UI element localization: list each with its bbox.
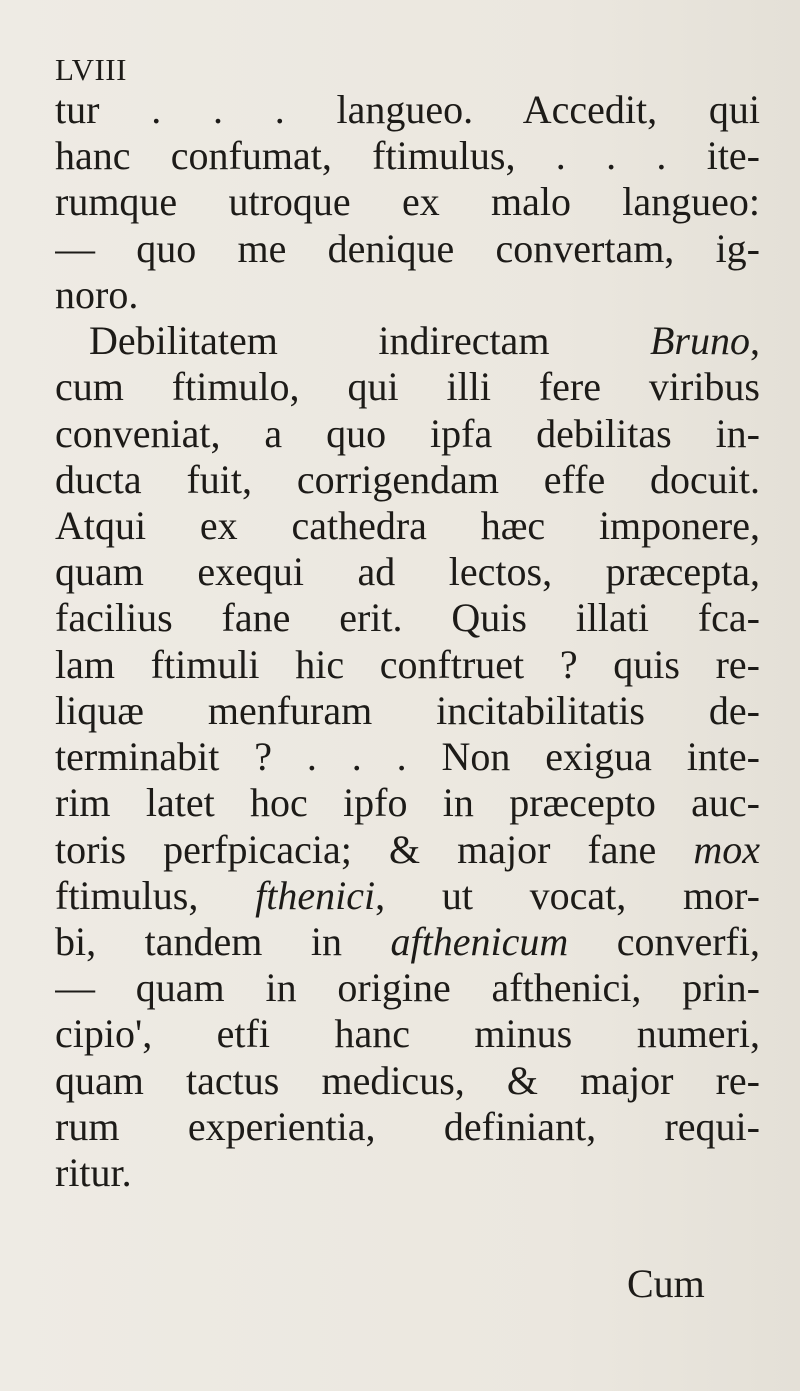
page-number: LVIII [55, 52, 127, 87]
text-line-21: cipio', etfi hanc minus numeri, [55, 1012, 760, 1057]
text-line-6: Debilitatem indirectam Bruno, [89, 319, 760, 364]
italic-word-mox: mox [693, 827, 760, 872]
catchword: Cum [627, 1261, 705, 1306]
text-line-14: liquæ menfuram incitabilitatis de- [55, 688, 760, 733]
body-text [55, 88, 760, 1197]
text-line-5: noro. [55, 271, 139, 317]
text-line-9: ducta fuit, corrigendam effe docuit. [55, 457, 760, 502]
italic-word-fthenici: fthenici [255, 873, 376, 918]
text-line-4: — quo me denique convertam, ig- [55, 226, 760, 271]
text-line-1: tur . . . langueo. Accedit, qui [55, 88, 760, 132]
text-line-17: toris perfpicacia; & major fane mox [55, 827, 760, 872]
text-line-22: quam tactus medicus, & major re- [55, 1058, 760, 1103]
text-line-24: ritur. [55, 1150, 132, 1196]
text-line-12: facilius fane erit. Quis illati fca- [55, 596, 760, 641]
italic-name-bruno: Bruno [650, 319, 750, 364]
text-line-3: rumque utroque ex malo langueo: [55, 180, 760, 225]
text-line-7: cum ftimulo, qui illi fere viribus [55, 365, 760, 410]
text-line-2: hanc confumat, ftimulus, . . . ite- [55, 134, 760, 179]
text-line-13: lam ftimuli hic conftruet ? quis re- [55, 642, 760, 687]
text-line-19: bi, tandem in afthenicum converfi, [55, 919, 760, 964]
text-line-15: terminabit ? . . . Non exigua inte- [55, 735, 760, 780]
text-line-11: quam exequi ad lectos, præcepta, [55, 550, 760, 595]
text-line-23: rum experientia, definiant, requi- [55, 1104, 760, 1149]
text-line-16: rim latet hoc ipfo in præcepto auc- [55, 781, 760, 826]
text-line-18: ftimulus, fthenici, ut vocat, mor- [55, 873, 760, 918]
italic-word-afthenicum: afthenicum [390, 919, 569, 964]
text-line-10: Atqui ex cathedra hæc imponere, [55, 503, 760, 548]
text-line-20: — quam in origine afthenici, prin- [55, 966, 760, 1011]
text-line-8: conveniat, a quo ipfa debilitas in- [55, 411, 760, 456]
